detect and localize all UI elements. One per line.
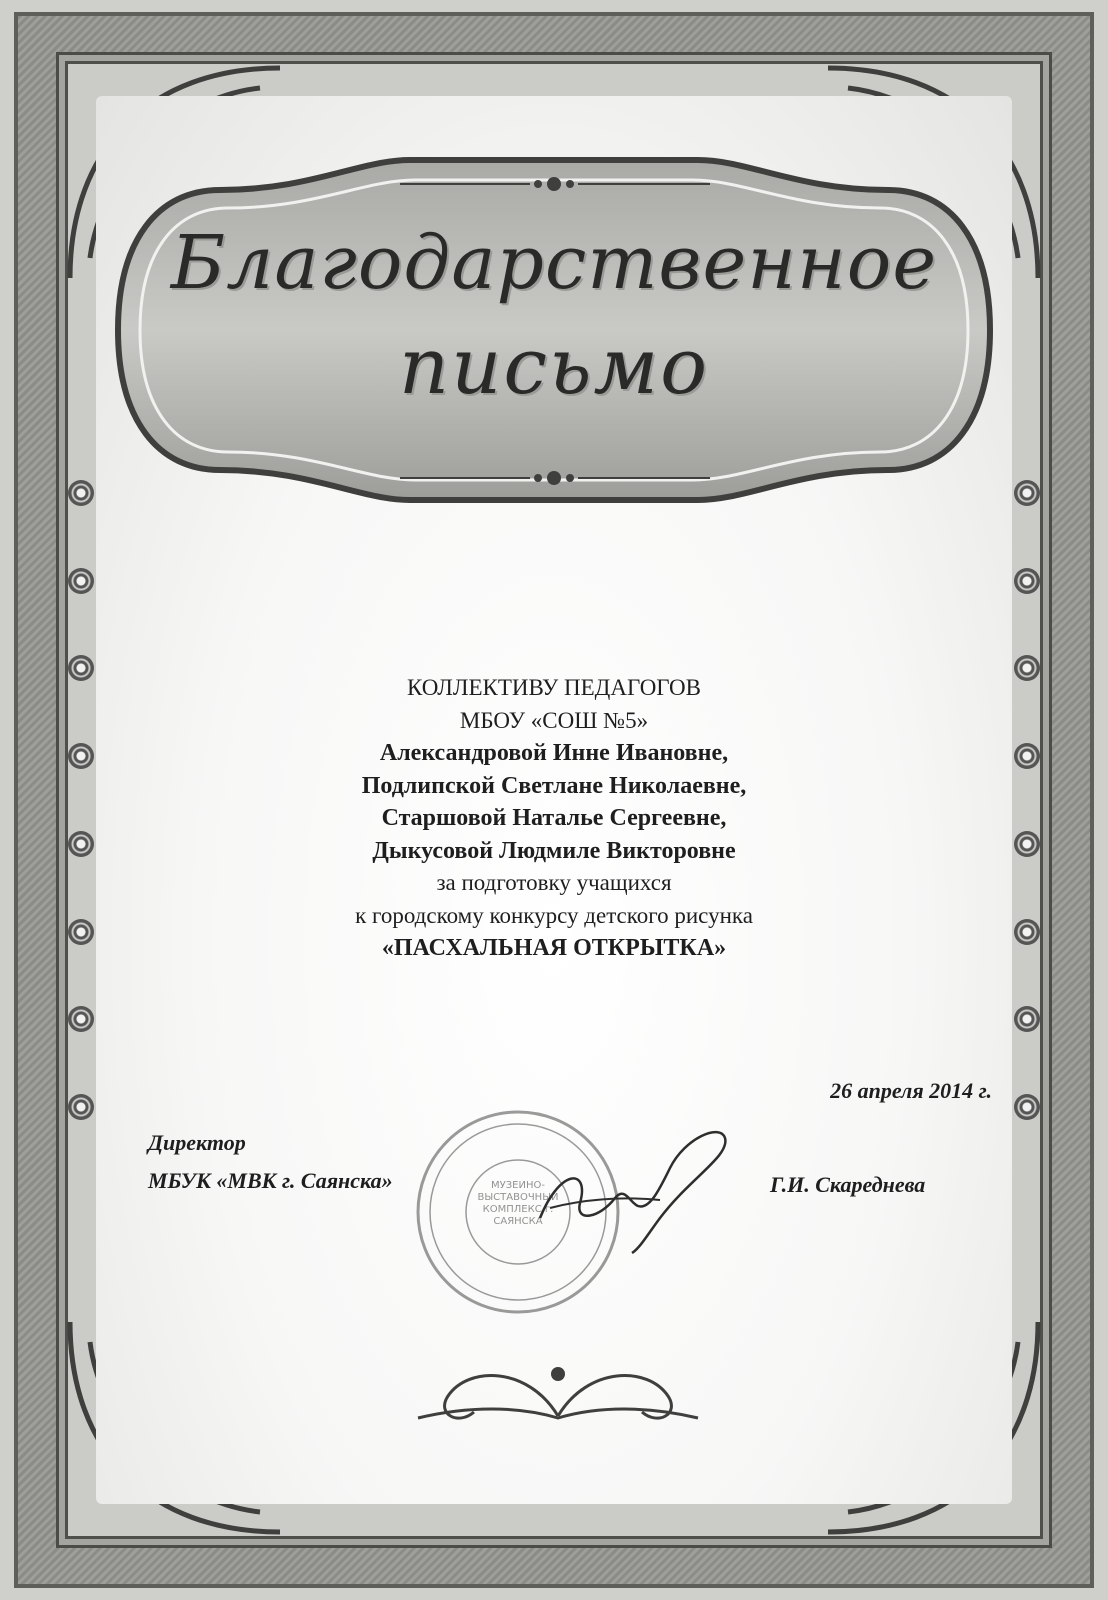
reason-line: за подготовку учащихся [436, 870, 672, 895]
rosette-icon [1014, 480, 1040, 506]
rosette-icon [68, 831, 94, 857]
director-role: Директор [148, 1130, 246, 1155]
rosette-icon [68, 743, 94, 769]
rosette-icon [68, 1094, 94, 1120]
recipients-block [190, 672, 918, 965]
rosette-icon [1014, 1006, 1040, 1032]
director-name: Г.И. Скареднева [770, 1172, 926, 1197]
rosette-icon [68, 480, 94, 506]
recipient-name: Александровой Инне Ивановне, [379, 740, 729, 766]
rosette-icon [1014, 743, 1040, 769]
stamp-center-text: МУЗЕЙНО-ВЫСТАВОЧНЫЙ КОМПЛЕКС г. САЯНСКА [477, 1180, 559, 1227]
recipient-heading: КОЛЛЕКТИВУ ПЕДАГОГОВ [407, 675, 701, 700]
letter-title-line2: письмо [398, 322, 710, 412]
rosette-icon [1014, 568, 1040, 594]
rosette-icon [68, 1006, 94, 1032]
left-side-rosettes [64, 480, 98, 1120]
recipient-name: Подлипской Светлане Николаевне, [361, 772, 747, 799]
director-signature [520, 1108, 740, 1258]
rosette-icon [1014, 919, 1040, 945]
rosette-icon [68, 568, 94, 594]
recipient-school: МБОУ «СОШ №5» [459, 707, 649, 733]
rosette-icon [68, 919, 94, 945]
contest-name: «ПАСХАЛЬНАЯ ОТКРЫТКА» [381, 935, 727, 961]
rosette-icon [1014, 1094, 1040, 1120]
reason-line: к городскому конкурсу детского рисунка [355, 902, 753, 928]
right-side-rosettes [1010, 480, 1044, 1120]
director-organization: МБУК «МВК г. Саянска» [148, 1168, 393, 1193]
recipient-name: Старшовой Наталье Сергеевне, [381, 805, 727, 831]
rosette-icon [68, 655, 94, 681]
rosette-icon [1014, 831, 1040, 857]
recipient-name: Дыкусовой Людмиле Викторовне [372, 837, 736, 864]
rosette-icon [1014, 655, 1040, 681]
title-cartouche [110, 150, 998, 510]
letter-date: 26 апреля 2014 г. [830, 1078, 992, 1103]
bottom-flourish-ornament [408, 1346, 708, 1436]
letter-title-line1: Благодарственное [170, 220, 938, 306]
